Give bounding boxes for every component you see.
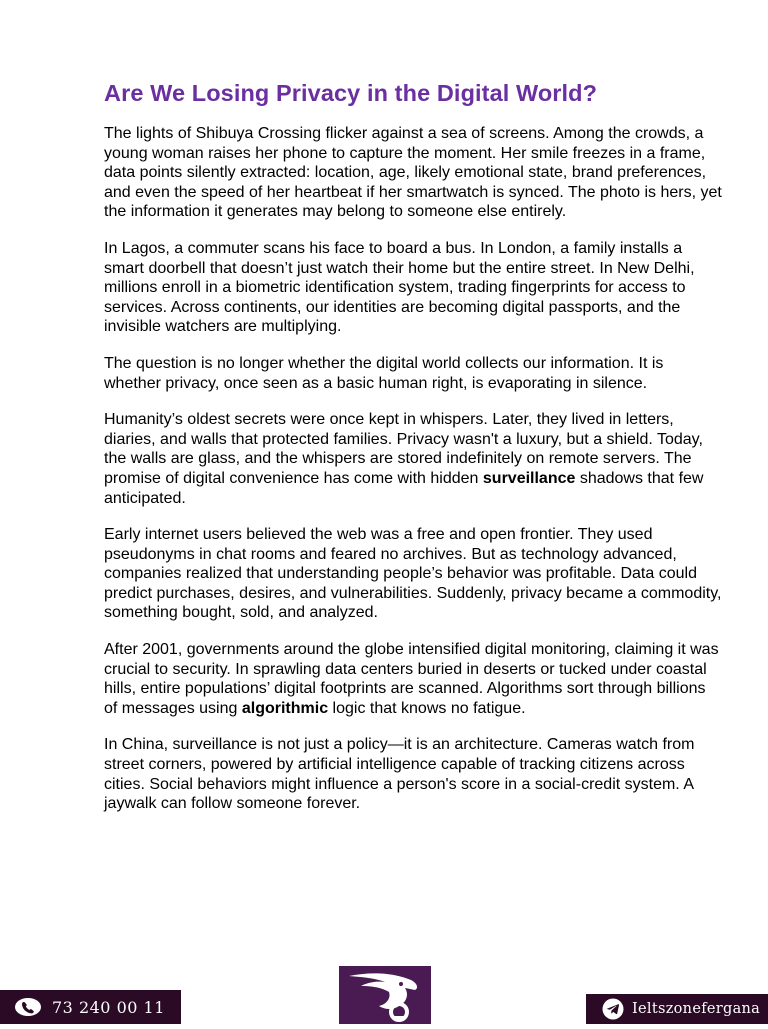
page-title: Are We Losing Privacy in the Digital World? [104, 80, 598, 106]
paragraph-4: Humanity’s oldest secrets were once kept in whispers. Later, they lived in letters, diaries, and walls that protected families. Privacy wasn't a luxury, but a shield. Today, the walls are glass, and the whispers are stored indefinitely on remote servers. The promise of digital convenience has come with hidden surveillance shadows that few anticipated. [104, 411, 704, 507]
article-body [104, 124, 722, 831]
keyword-algorithmic: algorithmic [241, 699, 329, 717]
phone-number: 73 240 00 11 [52, 997, 165, 1017]
social-handle[interactable]: Ieltszonefergana [632, 1001, 761, 1017]
footer-social-badge[interactable] [586, 994, 768, 1024]
telegram-icon [602, 998, 624, 1020]
paragraph-2: In Lagos, a commuter scans his face to board a bus. In London, a family installs a smart doorbell that doesn’t just watch their home but the entire street. In New Delhi, millions enroll in a biometric identification system, trading fingerprints for access to services. Across continents, our identities are becoming digital passports, and the invisible watchers are multiplying. [104, 239, 695, 336]
paragraph-5: Early internet users believed the web was a free and open frontier. They used pseudonyms in chat rooms and feared no archives. But as technology advanced, companies realized that understanding people’s behavior was profitable. Data could predict purchases, desires, and vulnerabilities. Suddenly, privacy became a commodity, something bought, sold, and analyzed. [104, 526, 722, 622]
paragraph-3: The question is no longer whether the digital world collects our information. It is whether privacy, once seen as a basic human right, is evaporating in silence. [104, 354, 664, 392]
phone-icon [14, 997, 42, 1017]
paragraph-7: In China, surveillance is not just a policy—it is an architecture. Cameras watch from street corners, powered by artificial intelligence capable of tracking citizens across cities. Social behaviors might influence a person's score in a social-credit system. A jaywalk can follow someone forever. [104, 736, 695, 813]
paragraph-1: The lights of Shibuya Crossing flicker against a sea of screens. Among the crowds, a young woman raises her phone to capture the moment. Her smile freezes in a frame, data points silently extracted: location, age, likely emotional state, brand preferences, and even the speed of her heartbeat if her smartwatch is synced. The photo is hers, yet the information it generates may belong to someone else entirely. [104, 125, 722, 221]
paragraph-6: After 2001, governments around the globe intensified digital monitoring, claiming it was crucial to security. In sprawling data centers buried in deserts or tucked under coastal hills, entire populations’ digital footprints are scanned. Algorithms sort through billions of messages using algorithmic logic that knows no fatigue. [104, 641, 719, 717]
keyword-surveillance: surveillance [482, 469, 576, 487]
footer-phone-badge [0, 990, 181, 1024]
eagle-logo-icon [339, 966, 431, 1024]
